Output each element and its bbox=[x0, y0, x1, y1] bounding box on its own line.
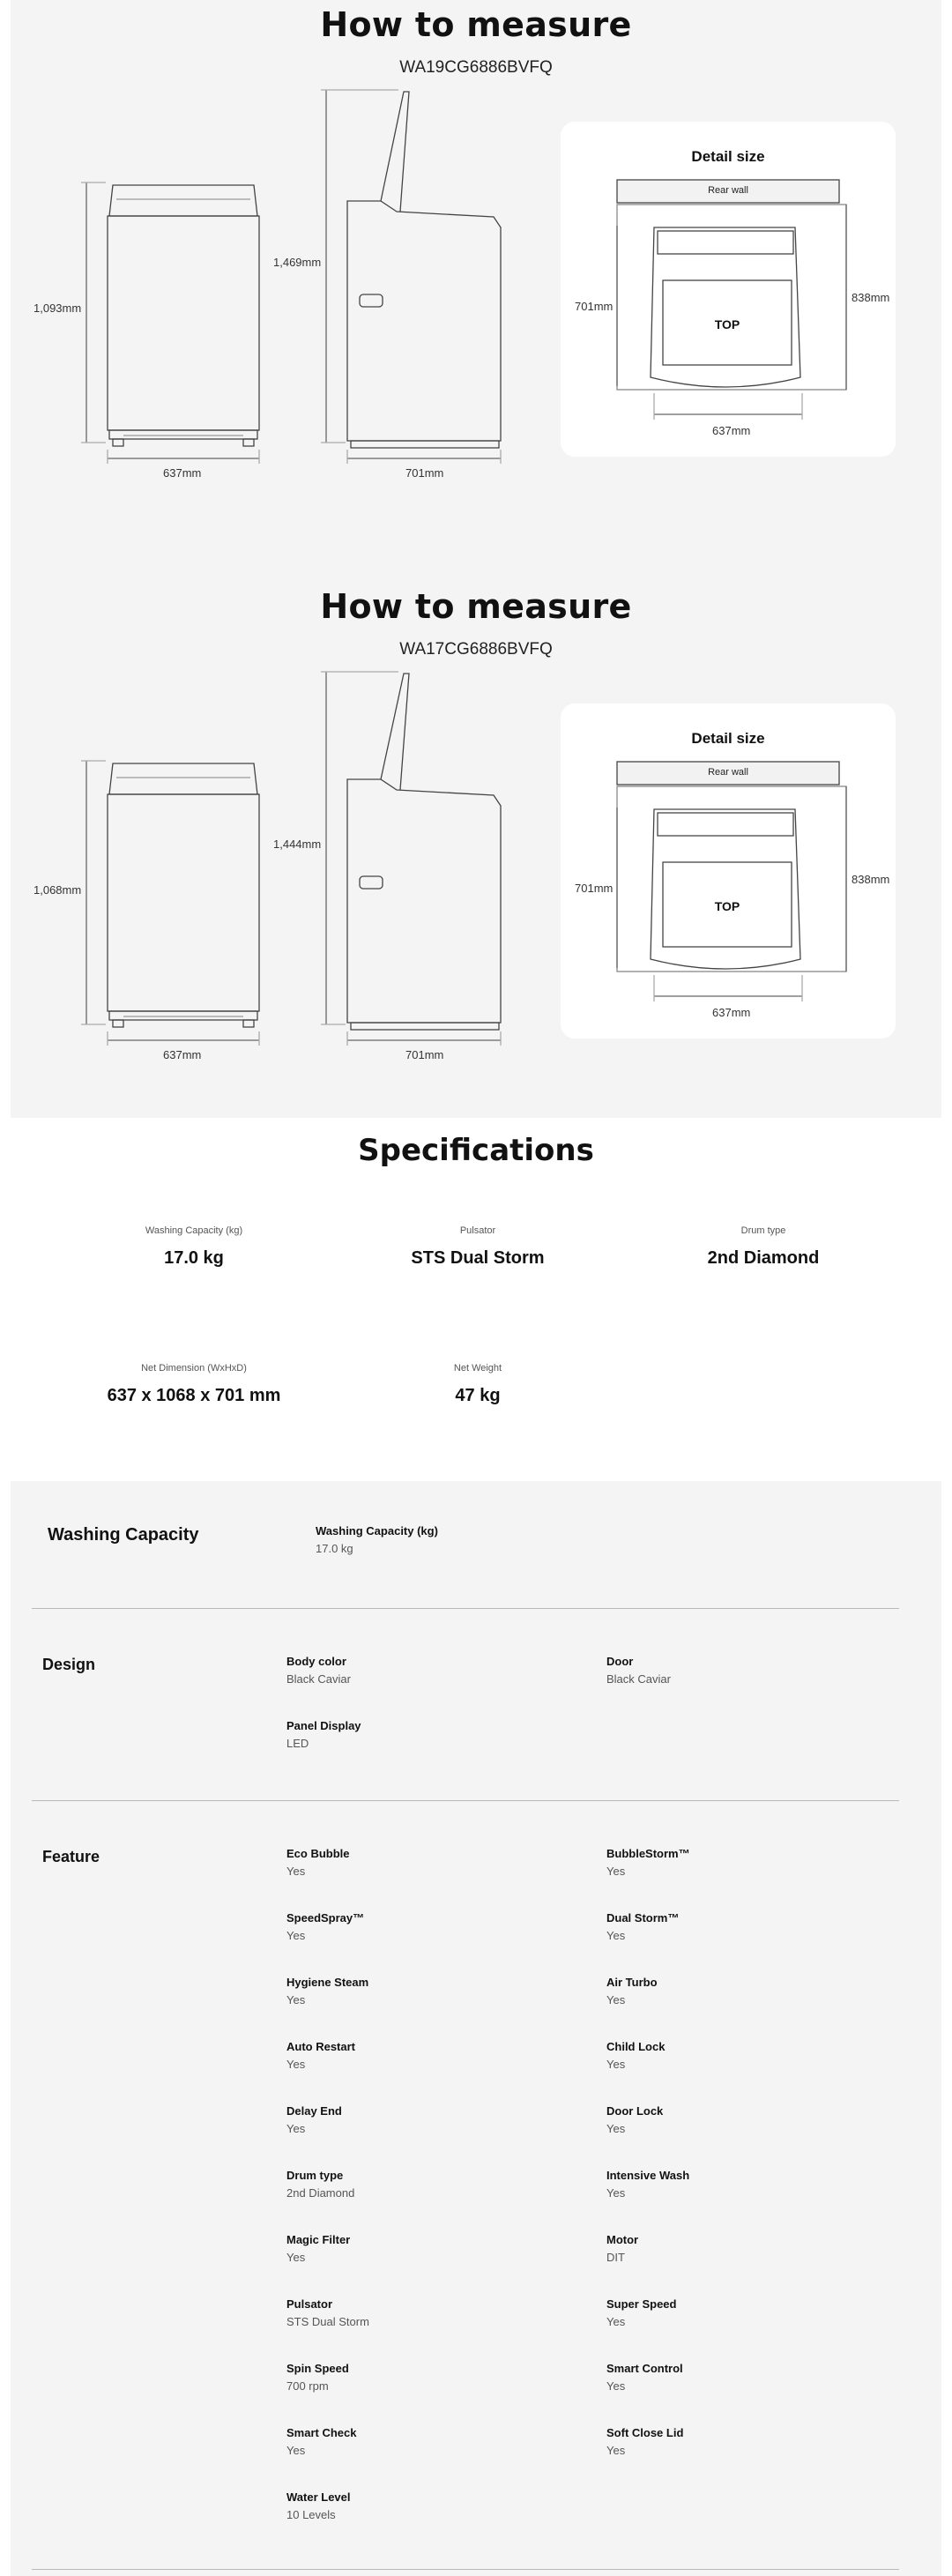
spec-value: STS Dual Storm bbox=[411, 1248, 545, 1268]
spec-value: 47 kg bbox=[455, 1386, 501, 1405]
front-width-label: 637mm bbox=[163, 466, 202, 480]
attr-key: Child Lock bbox=[606, 2040, 666, 2053]
section-heading-feature: Feature bbox=[42, 1848, 100, 1865]
side-view-illustration bbox=[347, 92, 501, 448]
attr-water-level bbox=[286, 2490, 551, 2521]
spec-value: 2nd Diamond bbox=[707, 1248, 820, 1268]
attr-value: Yes bbox=[286, 1929, 306, 1942]
attr-air-turbo bbox=[606, 1976, 871, 2006]
attr-soft-close-lid bbox=[606, 2426, 871, 2457]
attr-key: Washing Capacity (kg) bbox=[316, 1524, 438, 1537]
top-label: TOP bbox=[714, 317, 740, 331]
measure-section-1 bbox=[0, 0, 952, 559]
attr-hygiene-steam bbox=[286, 1976, 551, 2006]
attr-value: Yes bbox=[606, 2444, 626, 2457]
attr-key: Smart Check bbox=[286, 2426, 357, 2439]
attr-drum-type bbox=[286, 2169, 551, 2200]
detail-bottom-dimension: 637mm bbox=[712, 424, 751, 437]
rear-wall-label: Rear wall bbox=[708, 185, 748, 196]
spec-pulsator bbox=[346, 1225, 610, 1269]
attr-door bbox=[606, 1655, 871, 1686]
spec-label: Washing Capacity (kg) bbox=[145, 1225, 243, 1236]
attr-super-speed bbox=[606, 2297, 871, 2328]
side-view-illustration bbox=[347, 674, 501, 1030]
attr-key: Panel Display bbox=[286, 1719, 361, 1732]
attr-key: Motor bbox=[606, 2233, 639, 2246]
attr-key: Air Turbo bbox=[606, 1976, 658, 1989]
attr-value: Yes bbox=[286, 2122, 306, 2135]
attr-value: DIT bbox=[606, 2251, 625, 2264]
attr-door-lock bbox=[606, 2104, 871, 2135]
side-height-label: 1,469mm bbox=[273, 256, 322, 269]
attr-value: 700 rpm bbox=[286, 2379, 329, 2393]
specifications-title: Specifications bbox=[358, 1133, 594, 1168]
attr-pulsator bbox=[286, 2297, 551, 2328]
front-width-label: 637mm bbox=[163, 1048, 202, 1061]
attr-value: Yes bbox=[286, 2058, 306, 2071]
spec-value: 637 x 1068 x 701 mm bbox=[107, 1386, 281, 1405]
attr-key: Dual Storm™ bbox=[606, 1911, 680, 1925]
attr-key: Pulsator bbox=[286, 2297, 333, 2311]
attr-key: Door Lock bbox=[606, 2104, 664, 2118]
attr-value: Yes bbox=[606, 2379, 626, 2393]
spec-label: Pulsator bbox=[459, 1225, 496, 1236]
attr-dual-storm bbox=[606, 1911, 871, 1942]
attr-speedspray bbox=[286, 1911, 551, 1942]
attr-key: BubbleStorm™ bbox=[606, 1847, 690, 1860]
side-height-label: 1,444mm bbox=[273, 838, 322, 851]
attr-value: LED bbox=[286, 1737, 309, 1750]
attr-value: Yes bbox=[606, 1865, 626, 1878]
attr-motor bbox=[606, 2233, 871, 2264]
attr-key: Eco Bubble bbox=[286, 1847, 350, 1860]
attr-bubblestorm bbox=[606, 1847, 871, 1878]
attr-key: Door bbox=[606, 1655, 634, 1668]
attr-value: Yes bbox=[606, 1993, 626, 2006]
section-divider bbox=[32, 2569, 899, 2570]
attr-value: Yes bbox=[286, 2444, 306, 2457]
attr-key: Water Level bbox=[286, 2490, 351, 2504]
attr-value: 17.0 kg bbox=[316, 1542, 353, 1555]
attr-key: Magic Filter bbox=[286, 2233, 351, 2246]
detail-size-card bbox=[561, 704, 896, 1039]
attr-value: Yes bbox=[606, 2122, 626, 2135]
attr-value: 10 Levels bbox=[286, 2508, 336, 2521]
attr-washing-capacity bbox=[316, 1524, 580, 1555]
detail-right-dimension: 838mm bbox=[852, 873, 890, 886]
spec-value: 17.0 kg bbox=[164, 1248, 224, 1268]
detail-left-dimension: 701mm bbox=[575, 300, 614, 313]
attr-key: Auto Restart bbox=[286, 2040, 356, 2053]
attr-auto-restart bbox=[286, 2040, 551, 2071]
attr-eco-bubble bbox=[286, 1847, 551, 1878]
detail-left-dimension: 701mm bbox=[575, 882, 614, 895]
model-number: WA19CG6886BVFQ bbox=[399, 58, 553, 77]
attr-key: Drum type bbox=[286, 2169, 344, 2182]
detailed-specifications bbox=[11, 1481, 941, 2576]
spec-net-weight bbox=[346, 1363, 610, 1406]
attr-panel-display bbox=[286, 1719, 551, 1750]
attr-magic-filter bbox=[286, 2233, 551, 2264]
front-view-illustration bbox=[108, 763, 259, 1027]
attr-key: Smart Control bbox=[606, 2362, 683, 2375]
spec-label: Net Weight bbox=[453, 1363, 502, 1374]
attr-value: Yes bbox=[606, 2186, 626, 2200]
attr-key: Delay End bbox=[286, 2104, 342, 2118]
spec-label: Drum type bbox=[740, 1225, 786, 1236]
attr-value: Yes bbox=[606, 2315, 626, 2328]
side-depth-label: 701mm bbox=[405, 466, 444, 480]
attr-smart-check bbox=[286, 2426, 551, 2457]
section-divider bbox=[32, 1800, 899, 1801]
attr-intensive-wash bbox=[606, 2169, 871, 2200]
detail-bottom-dimension: 637mm bbox=[712, 1006, 751, 1019]
detail-size-card bbox=[561, 122, 896, 457]
attr-value: STS Dual Storm bbox=[286, 2315, 369, 2328]
section-divider bbox=[32, 1608, 899, 1609]
model-number: WA17CG6886BVFQ bbox=[399, 640, 553, 659]
measure-section-2 bbox=[0, 582, 952, 1141]
attr-key: Soft Close Lid bbox=[606, 2426, 684, 2439]
spec-label: Net Dimension (WxHxD) bbox=[141, 1363, 247, 1374]
attr-key: Hygiene Steam bbox=[286, 1976, 369, 1989]
attr-body-color bbox=[286, 1655, 551, 1686]
spec-net-dimension bbox=[62, 1363, 326, 1406]
front-height-label: 1,068mm bbox=[33, 883, 82, 897]
rear-wall-label: Rear wall bbox=[708, 767, 748, 778]
detail-size-title: Detail size bbox=[691, 730, 765, 747]
detail-size-title: Detail size bbox=[691, 148, 765, 165]
attr-value: Yes bbox=[286, 1865, 306, 1878]
front-view-illustration bbox=[108, 185, 259, 446]
spec-washing-capacity bbox=[62, 1225, 326, 1269]
attr-key: SpeedSpray™ bbox=[286, 1911, 365, 1925]
attr-delay-end bbox=[286, 2104, 551, 2135]
section-heading-design: Design bbox=[42, 1656, 96, 1673]
dimension-drawing bbox=[0, 0, 952, 559]
attr-value: 2nd Diamond bbox=[286, 2186, 355, 2200]
attr-value: Black Caviar bbox=[606, 1672, 671, 1686]
attr-spin-speed bbox=[286, 2362, 551, 2393]
attr-key: Intensive Wash bbox=[606, 2169, 690, 2182]
spec-drum-type bbox=[631, 1225, 896, 1269]
attr-child-lock bbox=[606, 2040, 871, 2071]
top-label: TOP bbox=[714, 899, 740, 913]
side-depth-label: 701mm bbox=[405, 1048, 444, 1061]
dimension-drawing bbox=[0, 582, 952, 1141]
section-heading-washing-capacity: Washing Capacity bbox=[48, 1525, 199, 1545]
attr-value: Yes bbox=[286, 1993, 306, 2006]
attr-key: Body color bbox=[286, 1655, 346, 1668]
attr-value: Yes bbox=[606, 2058, 626, 2071]
detail-right-dimension: 838mm bbox=[852, 291, 890, 304]
attr-smart-control bbox=[606, 2362, 871, 2393]
measure-title: How to measure bbox=[320, 5, 632, 44]
attr-value: Yes bbox=[606, 1929, 626, 1942]
front-height-label: 1,093mm bbox=[33, 302, 82, 315]
attr-value: Yes bbox=[286, 2251, 306, 2264]
attr-key: Super Speed bbox=[606, 2297, 677, 2311]
attr-value: Black Caviar bbox=[286, 1672, 351, 1686]
measure-title: How to measure bbox=[320, 587, 632, 626]
attr-key: Spin Speed bbox=[286, 2362, 349, 2375]
